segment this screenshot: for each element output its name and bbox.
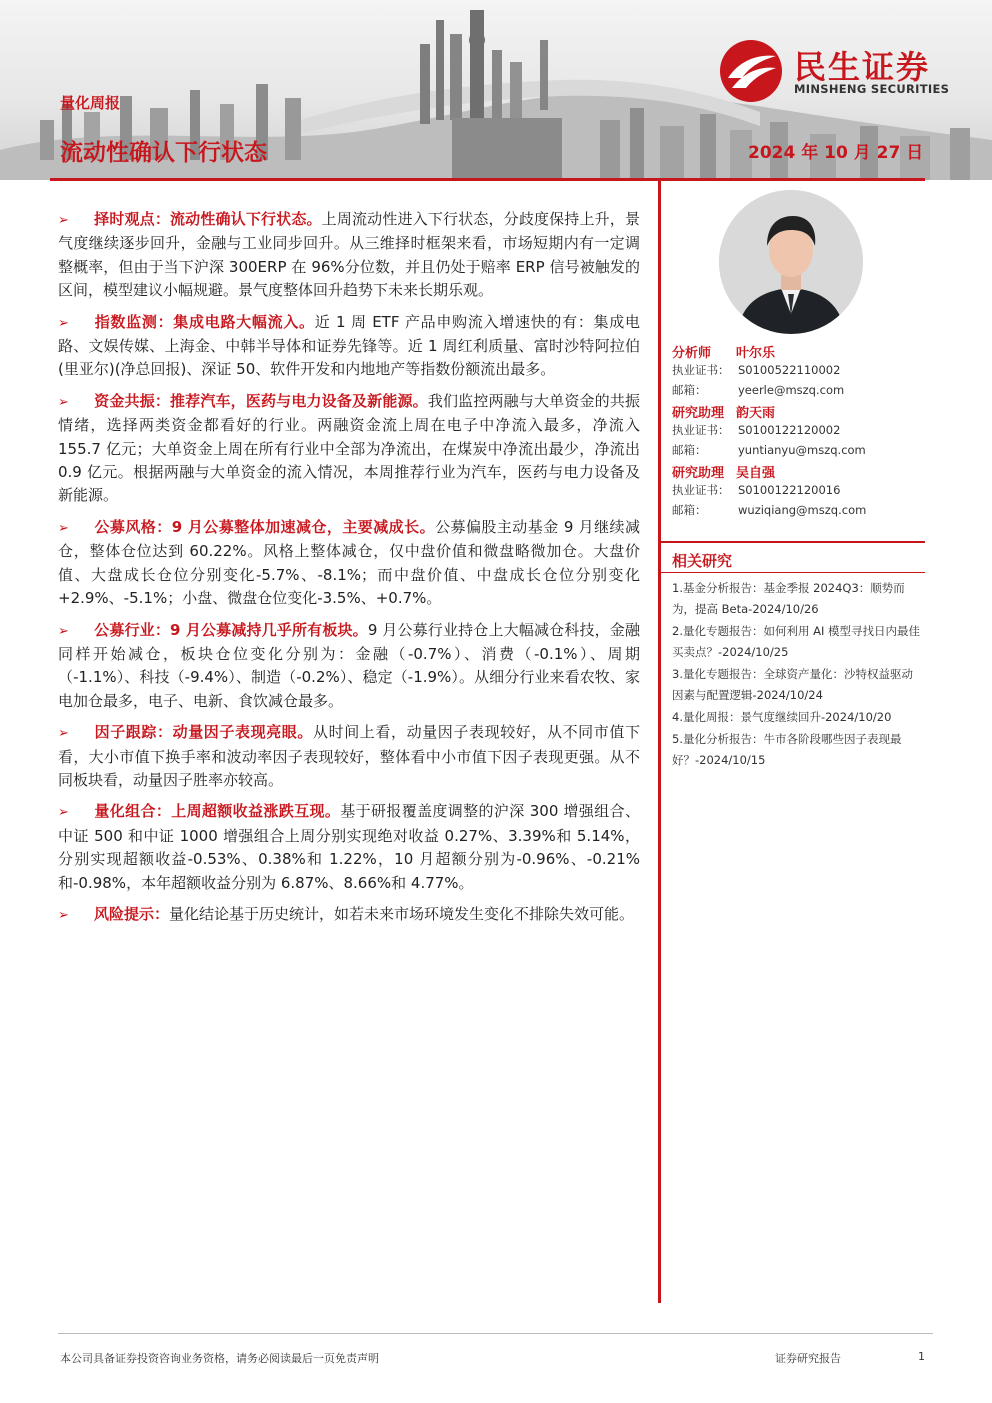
email-label: 邮箱：: [672, 383, 707, 397]
minsheng-logo-icon: [718, 38, 784, 104]
summary-paragraph: [58, 800, 640, 895]
analyst-email-link[interactable]: yuntianyu@mszq.com: [738, 443, 866, 457]
related-research-link[interactable]: 2.量化专题报告：如何利用 AI 模型寻找日内最佳买卖点？-2024/10/25: [672, 624, 921, 659]
logo-text-cn: 民生证券: [794, 48, 931, 86]
analyst-photo: [719, 190, 863, 334]
paragraph-heading: 量化组合：上周超额收益涨跌互现。: [94, 802, 341, 821]
red-triangle-bullet-icon: ➢: [58, 623, 69, 639]
paragraph-heading: 因子跟踪：动量因子表现亮眼。: [94, 723, 313, 742]
paragraph-text: 我们监控两融与大单资金的共振情绪，选择两类资金都看好的行业。两融资金流上周在电子中净流入最多，净流入 155.7 亿元；大单资金上周在所有行业中全部为净流出，在煤炭中净流出最少，净流出 0.9 亿元。根据两融与大单资金的流入情况，本周推荐行业为汽车，医药与电力设备及新能源。: [58, 391, 640, 505]
summary-paragraph: [58, 903, 640, 927]
analyst-email-link[interactable]: yeerle@mszq.com: [738, 383, 845, 397]
summary-paragraph: [58, 208, 640, 303]
header-divider: [50, 178, 925, 181]
report-date: 2024 年 10 月 27 日: [748, 143, 924, 163]
red-triangle-bullet-icon: ➢: [58, 726, 69, 742]
red-triangle-bullet-icon: ➢: [58, 315, 69, 331]
related-divider-top: [661, 541, 925, 543]
paragraph-heading: 风险提示：: [94, 904, 170, 923]
analyst-name-row: [672, 402, 912, 422]
analyst-cert-row: [672, 422, 912, 442]
related-research-list: [672, 578, 922, 772]
red-triangle-bullet-icon: ➢: [58, 805, 69, 821]
summary-paragraph: [58, 516, 640, 611]
red-triangle-bullet-icon: ➢: [58, 213, 69, 228]
analyst-name-row: [672, 462, 912, 482]
paragraph-text: 上周流动性进入下行状态，分歧度保持上升，景气度继续逐步回升，金融与工业同步回升。从三维择时框架来看，市场短期内有一定调整概率，但由于当下沪深 300ERP 在 96%分位数，并且仍处于赔率 ERP 信号被触发的区间，模型建议小幅规避。景气度整体回升趋势下未来长期乐观。: [58, 210, 640, 300]
report-type: 量化周报: [60, 94, 121, 112]
summary-section: [58, 208, 640, 935]
header-banner: [0, 0, 992, 180]
related-research-title: 相关研究: [672, 552, 733, 570]
paragraph-heading: 择时观点：流动性确认下行状态。: [94, 210, 322, 228]
paragraph-text: 从时间上看，动量因子表现较好，从不同市值下看，大小市值下换手率和波动率因子表现较好，整体看中小市值下因子表现更强。从不同板块看，动量因子胜率亦较高。: [58, 723, 640, 789]
paragraph-text: 量化结论基于历史统计，如若未来市场环境发生变化不排除失效可能。: [169, 904, 635, 923]
analyst-portrait-image: [719, 190, 863, 334]
paragraph-heading: 指数监测：集成电路大幅流入。: [94, 312, 315, 331]
cert-label: 执业证书：: [672, 483, 730, 497]
company-logo: [718, 38, 968, 102]
cert-number: S0100122120016: [738, 483, 841, 497]
related-research-link[interactable]: 1.基金分析报告：基金季报 2024Q3：顺势而为，提高 Beta-2024/10/26: [672, 581, 905, 616]
analyst-email-row: [672, 502, 912, 522]
logo-text-en: MINSHENG SECURITIES: [794, 82, 950, 96]
analyst-role: 分析师: [672, 346, 712, 361]
analyst-name: 韵天雨: [736, 406, 776, 421]
related-research-link[interactable]: 4.量化周报：景气度继续回升-2024/10/20: [672, 710, 892, 724]
footer-doc-type: 证券研究报告: [775, 1352, 841, 1365]
analyst-email-row: [672, 382, 912, 402]
analyst-name: 叶尔乐: [736, 346, 776, 361]
paragraph-text: 9 月公募行业持仓上大幅减仓科技，金融同样开始减仓，板块仓位变化分别为：金融（-0.7%）、消费（-0.1%）、周期（-1.1%）、科技（-9.4%）、制造（-0.2%）、稳定（-1.9%）。从细分行业来看农牧、家电加仓最多，电子、电新、食饮减仓最多。: [58, 620, 640, 710]
cert-label: 执业证书：: [672, 423, 730, 437]
email-label: 邮箱：: [672, 443, 707, 457]
paragraph-heading: 资金共振：推荐汽车，医药与电力设备及新能源。: [94, 391, 428, 410]
footer-divider: [58, 1333, 933, 1334]
analyst-list: [672, 342, 912, 522]
related-research-link[interactable]: 3.量化专题报告：全球资产量化：沙特权益驱动因素与配置逻辑-2024/10/24: [672, 667, 913, 702]
red-triangle-bullet-icon: ➢: [58, 520, 69, 536]
red-triangle-bullet-icon: ➢: [58, 394, 69, 410]
related-divider-bottom: [661, 572, 925, 573]
cert-number: S0100122120002: [738, 423, 841, 437]
cert-label: 执业证书：: [672, 363, 730, 377]
summary-paragraph: [58, 390, 640, 508]
analyst-email-link[interactable]: wuziqiang@mszq.com: [738, 503, 867, 517]
related-research-link[interactable]: 5.量化分析报告：牛市各阶段哪些因子表现最好？-2024/10/15: [672, 732, 902, 767]
paragraph-text: 近 1 周 ETF 产品申购流入增速快的有：集成电路、文娱传媒、上海金、中韩半导体和证券先锋等。近 1 周红利质量、富时沙特阿拉伯(里亚尔)(净总回报)、深证 50、软件开发和内地地产等指数份额流出最多。: [58, 312, 640, 379]
summary-paragraph: [58, 311, 640, 382]
paragraph-text: 公募偏股主动基金 9 月继续减仓，整体仓位达到 60.22%。风格上整体减仓，仅中盘价值和微盘略微加仓。大盘价值、大盘成长仓位分别变化-5.7%、-8.1%；而中盘价值、中盘成长仓位分别变化+2.9%、-5.1%；小盘、微盘仓位变化-3.5%、+0.7%。: [58, 517, 640, 608]
analyst-role: 研究助理: [672, 406, 725, 421]
summary-paragraph: [58, 721, 640, 792]
page-number: 1: [918, 1350, 925, 1363]
footer-disclaimer: 本公司具备证券投资咨询业务资格，请务必阅读最后一页免责声明: [60, 1352, 379, 1365]
analyst-cert-row: [672, 482, 912, 502]
analyst-email-row: [672, 442, 912, 462]
paragraph-heading: 公募风格：9 月公募整体加速减仓，主要减成长。: [94, 517, 436, 536]
analyst-role: 研究助理: [672, 466, 725, 481]
paragraph-text: 基于研报覆盖度调整的沪深 300 增强组合、中证 500 和中证 1000 增强组合上周分别实现绝对收益 0.27%、3.39%和 5.14%，分别实现超额收益-0.53%、0.38%和 1.22%，10 月超额分别为-0.96%、-0.21%和-0.98%，本年超额收益分别为 6.87%、8.66%和 4.77%。: [58, 802, 640, 892]
cert-number: S0100522110002: [738, 363, 841, 377]
summary-paragraph: [58, 619, 640, 714]
paragraph-heading: 公募行业：9 月公募减持几乎所有板块。: [94, 620, 368, 639]
page-title: 流动性确认下行状态: [60, 140, 267, 166]
red-triangle-bullet-icon: ➢: [58, 907, 69, 923]
analyst-name: 吴自强: [736, 466, 776, 481]
analyst-cert-row: [672, 362, 912, 382]
analyst-name-row: [672, 342, 912, 362]
email-label: 邮箱：: [672, 503, 707, 517]
column-divider: [658, 181, 661, 1303]
